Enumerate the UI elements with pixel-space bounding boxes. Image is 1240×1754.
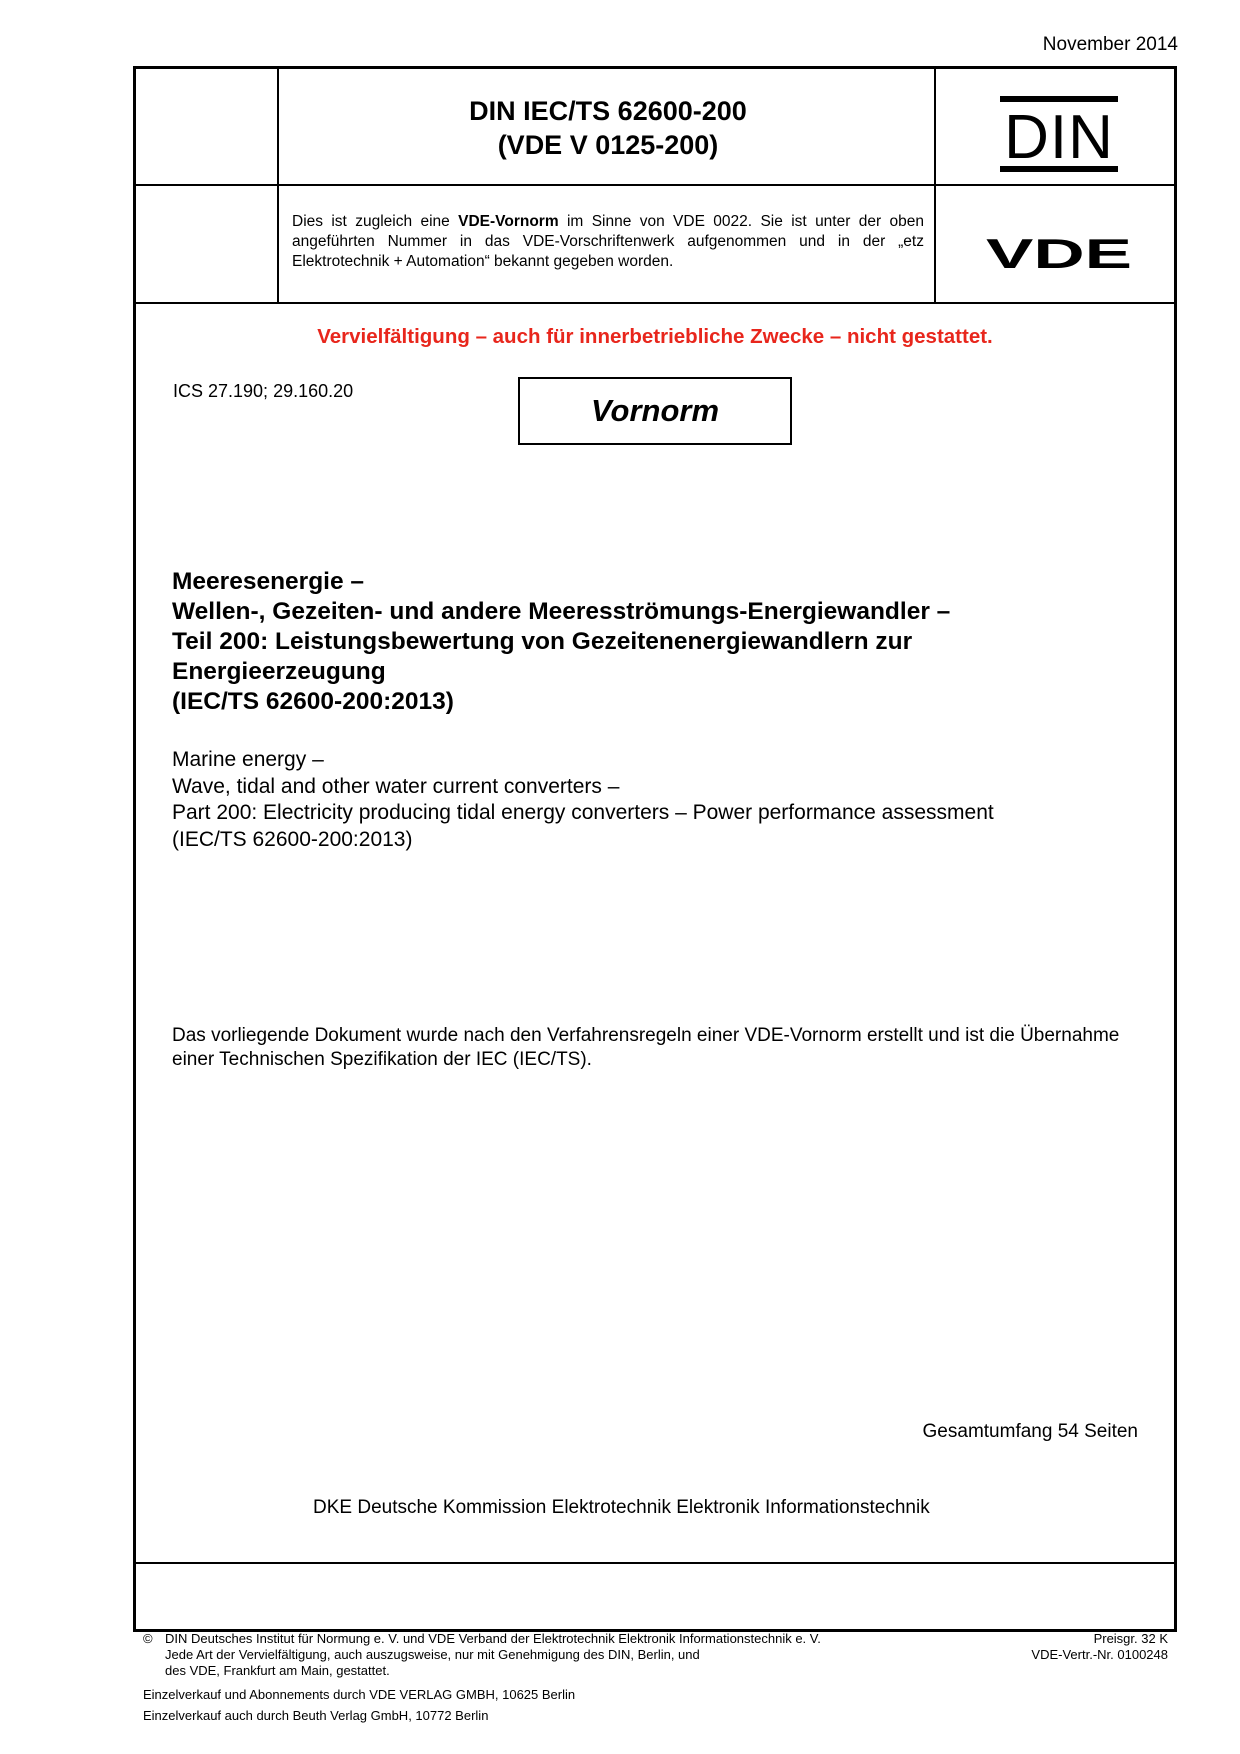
sales-info [143,1684,575,1726]
header-bottom-divider [136,302,1174,304]
title-english-line: Part 200: Electricity producing tidal energy converters – Power performance assessment [172,801,994,824]
vde-logo [984,232,1134,272]
price-info [960,1631,1168,1663]
vornorm-badge [518,377,792,445]
vde-prestandard-note: Dies ist zugleich eine VDE-Vornorm im Sinne von VDE 0022. Sie ist unter der oben angeführten Nummer in das VDE-Vorschriftenwerk aufgenommen und in der „etz Elektrotechnik + Automation“ bekannt gegeben worden. [292,213,924,270]
dke-commission: DKE Deutsche Kommission Elektrotechnik Elektronik Informationstechnik [313,1497,930,1518]
title-german-line: Teil 200: Leistungsbewertung von Gezeitenenergiewandlern zur [172,628,913,655]
ics-code: ICS 27.190; 29.160.20 [173,381,354,401]
vde-sales-number: VDE-Vertr.-Nr. 0100248 [1031,1647,1168,1662]
title-german [172,567,1132,717]
copyright-symbol: © [143,1631,153,1646]
title-english-line: (IEC/TS 62600-200:2013) [172,827,413,851]
title-german-line: (IEC/TS 62600-200:2013) [172,688,454,715]
svg-text:VDE: VDE [986,232,1132,272]
document-number-din: DIN IEC/TS 62600-200 [469,96,747,126]
footer-divider [136,1562,1174,1564]
title-english-line: Marine energy – [172,748,324,771]
price-group: Preisgr. 32 K [1093,1631,1168,1646]
svg-text:DIN: DIN [1004,103,1114,172]
sales-line: Einzelverkauf auch durch Beuth Verlag GmbH, 10772 Berlin [143,1708,489,1723]
title-german-line: Meeresenergie – [172,568,365,595]
title-german-line: Wellen-, Gezeiten- und andere Meeresströmungs-Energiewandler – [172,598,951,625]
header-divider [136,184,1174,186]
document-number [278,94,938,162]
title-german-line: Energieerzeugung [172,658,386,685]
publication-date: November 2014 [1042,34,1178,55]
title-english [172,747,1132,853]
copyright-line: DIN Deutsches Institut für Normung e. V. und VDE Verband der Elektrotechnik Elektronik Informationstechnik e. V. [165,1631,821,1646]
title-english-line: Wave, tidal and other water current converters – [172,774,620,798]
document-number-vde: (VDE V 0125-200) [497,130,719,160]
procedure-note: Das vorliegende Dokument wurde nach den Verfahrensregeln einer VDE-Vornorm erstellt und ist die Übernahme einer Technischen Spezifikation der IEC (IEC/TS). [172,1025,1120,1070]
sales-line: Einzelverkauf und Abonnements durch VDE VERLAG GMBH, 10625 Berlin [143,1687,576,1702]
copyright-line: Jede Art der Vervielfältigung, auch auszugsweise, nur mit Genehmigung des DIN, Berlin, und [165,1647,700,1662]
copyright-notice [143,1631,933,1679]
vornorm-label: Vornorm [590,393,720,428]
copyright-line: des VDE, Frankfurt am Main, gestattet. [165,1663,390,1678]
din-logo [1000,96,1118,172]
vde-vornorm-term: VDE-Vornorm [458,213,559,230]
total-pages: Gesamtumfang 54 Seiten [922,1421,1138,1442]
reproduction-warning: Vervielfältigung – auch für innerbetriebliche Zwecke – nicht gestattet. [317,325,993,348]
